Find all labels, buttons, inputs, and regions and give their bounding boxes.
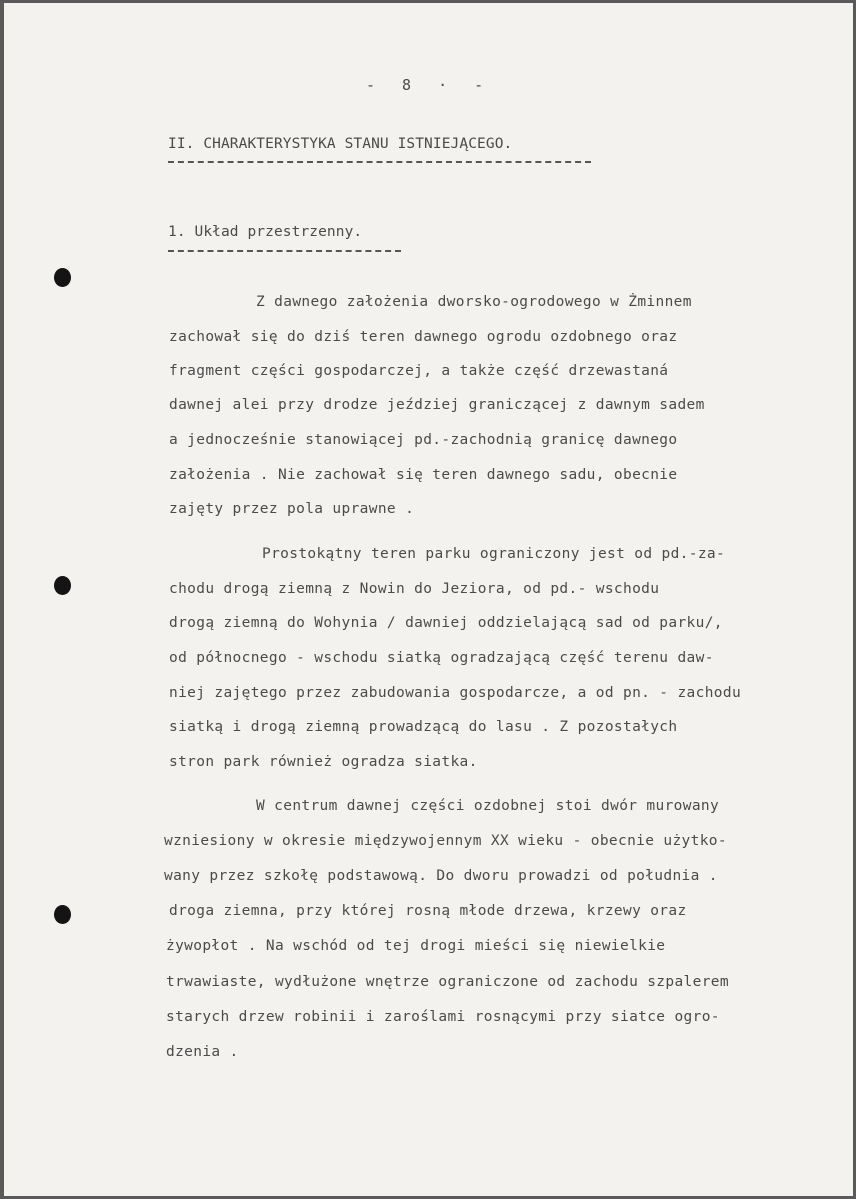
text-line: Prostokątny teren parku ograniczony jest od pd.-za- <box>262 546 726 562</box>
text-line: a jednocześnie stanowiącej pd.-zachodnią granicę dawnego <box>169 432 678 448</box>
binder-hole <box>54 268 71 287</box>
text-line: niej zajętego przez zabudowania gospodarcze, a od pn. - zachodu <box>169 685 742 701</box>
text-line: trwawiaste, wydłużone wnętrze ograniczone od zachodu szpalerem <box>166 974 729 990</box>
text-line: od północnego - wschodu siatką ogradzającą część terenu daw- <box>169 650 714 666</box>
text-line: siatką i drogą ziemną prowadzącą do lasu . Z pozostałych <box>169 719 678 735</box>
text-line: założenia . Nie zachował się teren dawnego sadu, obecnie <box>169 467 678 483</box>
section-heading: II. CHARAKTERYSTYKA STANU ISTNIEJĄCEGO. <box>168 136 513 152</box>
text-line: stron park również ogradza siatka. <box>169 754 478 770</box>
text-line: W centrum dawnej części ozdobnej stoi dwór murowany <box>256 798 720 814</box>
document-page <box>4 3 853 1196</box>
text-line: Z dawnego założenia dworsko-ogrodowego w Żminnem <box>256 294 692 310</box>
text-line: droga ziemna, przy której rosną młode drzewa, krzewy oraz <box>169 903 687 919</box>
text-line: chodu drogą ziemną z Nowin do Jeziora, od pd.- wschodu <box>169 581 660 597</box>
section-heading-underline <box>168 161 591 163</box>
text-line: starych drzew robinii i zaroślami rosnącymi przy siatce ogro- <box>166 1009 720 1025</box>
text-line: zachował się do dziś teren dawnego ogrodu ozdobnego oraz <box>169 329 678 345</box>
text-line: drogą ziemną do Wohynia / dawniej oddzielającą sad od parku/, <box>169 615 723 631</box>
subsection-heading-underline <box>168 250 401 252</box>
text-line: fragment części gospodarczej, a także część drzewastaná <box>169 363 669 379</box>
text-line: dawnej alei przy drodze jeździej graniczącej z dawnym sadem <box>169 397 705 413</box>
page-number: - 8 · - <box>366 76 486 94</box>
subsection-heading: 1. Układ przestrzenny. <box>168 224 363 240</box>
text-line: dzenia . <box>166 1044 239 1060</box>
text-line: wany przez szkołę podstawową. Do dworu prowadzi od południa . <box>164 868 718 884</box>
text-line: żywopłot . Na wschód od tej drogi mieści się niewielkie <box>166 938 666 954</box>
text-line: wzniesiony w okresie międzywojennym XX wieku - obecnie użytko- <box>164 833 727 849</box>
binder-hole <box>54 576 71 595</box>
binder-hole <box>54 905 71 924</box>
text-line: zajęty przez pola uprawne . <box>169 501 415 517</box>
